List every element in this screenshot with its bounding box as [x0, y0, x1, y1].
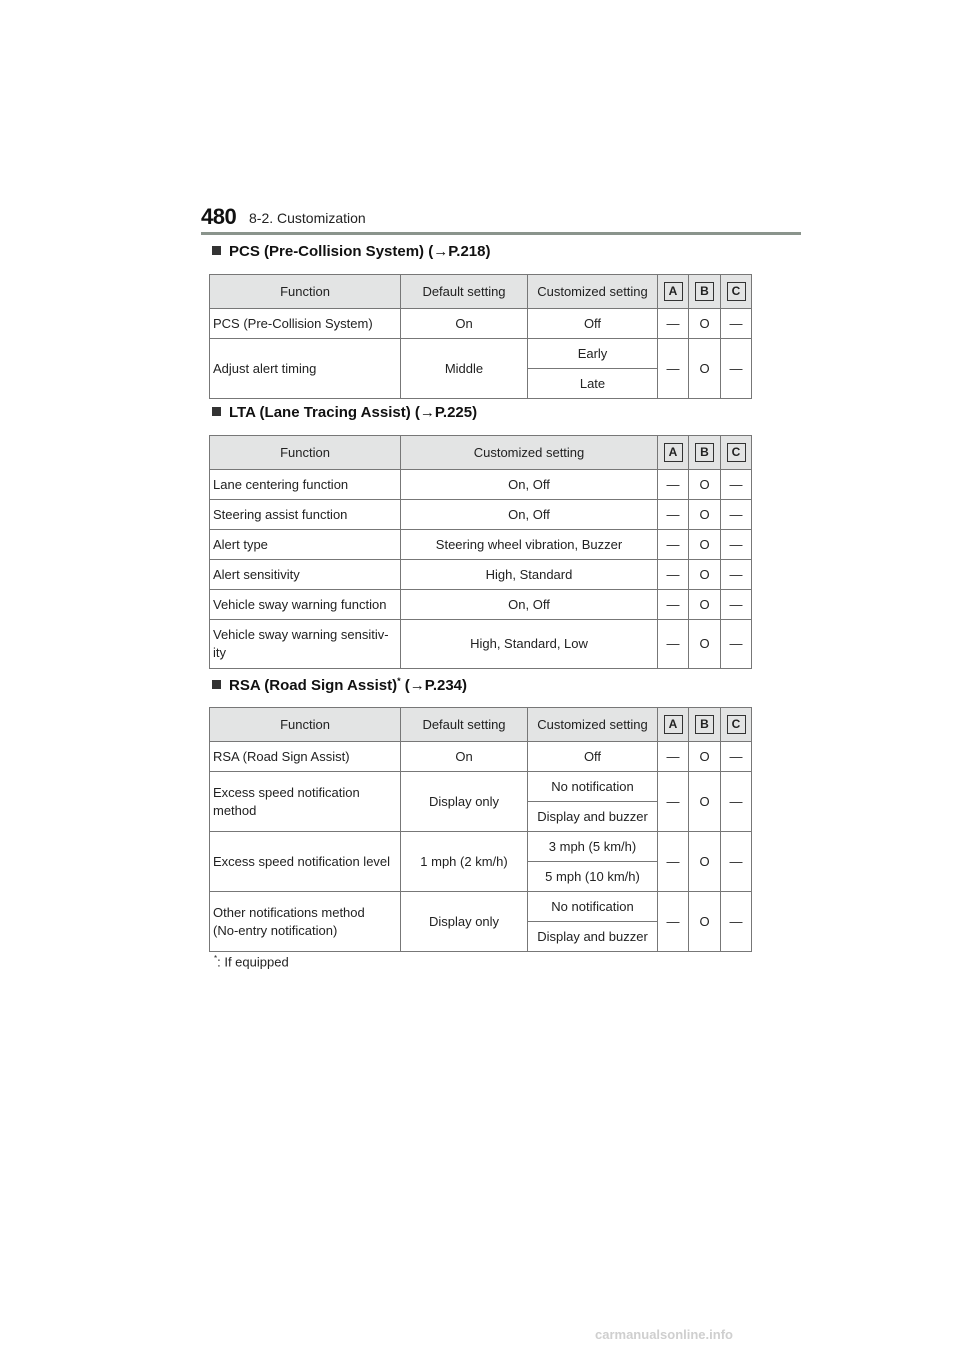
- lta-table: [209, 435, 752, 669]
- col-b-cell: O: [689, 470, 721, 500]
- header-function: Function: [210, 436, 401, 470]
- default-setting-cell: On: [401, 742, 528, 772]
- pcs-section-heading: [212, 243, 490, 260]
- default-setting-cell: Display only: [401, 892, 528, 952]
- footnote: [214, 954, 289, 969]
- custom-setting-cell: On, Off: [401, 590, 658, 620]
- header-default-setting: Default setting: [401, 708, 528, 742]
- col-a-cell: —: [658, 309, 689, 339]
- col-c-cell: —: [721, 470, 752, 500]
- col-b-cell: O: [689, 530, 721, 560]
- header-customized-setting: Customized setting: [528, 275, 658, 309]
- col-b-cell: O: [689, 620, 721, 669]
- section-title: 8-2. Customization: [249, 210, 366, 226]
- custom-setting-cell: Steering wheel vibration, Buzzer: [401, 530, 658, 560]
- rsa-title: RSA (Road Sign Assist): [229, 677, 398, 694]
- rsa-title-footnote-mark: *: [397, 676, 401, 686]
- col-a-cell: —: [658, 530, 689, 560]
- table-row: [210, 560, 752, 590]
- col-c-cell: —: [721, 832, 752, 892]
- col-b-cell: O: [689, 590, 721, 620]
- column-a-label: A: [664, 715, 683, 734]
- table-row: [210, 590, 752, 620]
- function-cell: Vehicle sway warning function: [210, 590, 401, 620]
- table-row: [210, 772, 752, 802]
- column-b-label: B: [695, 443, 714, 462]
- header-customized-setting: Customized setting: [528, 708, 658, 742]
- function-cell: Alert type: [210, 530, 401, 560]
- watermark: carmanualsonline.info: [595, 1327, 733, 1342]
- footnote-mark: *: [214, 954, 218, 963]
- table-row: [210, 470, 752, 500]
- table-row: [210, 832, 752, 862]
- function-cell: Excess speed notification level: [210, 832, 401, 892]
- default-setting-cell: On: [401, 309, 528, 339]
- col-c-cell: —: [721, 892, 752, 952]
- custom-setting-cell: No notification: [528, 772, 658, 802]
- col-b-cell: O: [689, 339, 721, 399]
- pcs-table: [209, 274, 752, 399]
- col-c-cell: —: [721, 530, 752, 560]
- col-b-cell: O: [689, 772, 721, 832]
- header-rule: [201, 232, 801, 235]
- custom-setting-cell: High, Standard, Low: [401, 620, 658, 669]
- square-bullet-icon: [212, 680, 221, 689]
- col-a-cell: —: [658, 742, 689, 772]
- col-b-cell: O: [689, 742, 721, 772]
- function-cell: Alert sensitivity: [210, 560, 401, 590]
- lta-title: LTA (Lane Tracing Assist) (→P.225): [229, 404, 478, 421]
- function-cell: Lane centering function: [210, 470, 401, 500]
- default-setting-cell: Display only: [401, 772, 528, 832]
- col-a-cell: —: [658, 590, 689, 620]
- pcs-title: PCS (Pre-Collision System) (→P.218): [229, 243, 491, 260]
- col-c-cell: —: [721, 590, 752, 620]
- default-setting-cell: 1 mph (2 km/h): [401, 832, 528, 892]
- col-a-cell: —: [658, 560, 689, 590]
- function-cell: Steering assist function: [210, 500, 401, 530]
- custom-setting-cell: Display and buzzer: [528, 802, 658, 832]
- header-default-setting: Default setting: [401, 275, 528, 309]
- custom-setting-cell: On, Off: [401, 500, 658, 530]
- function-cell: Adjust alert timing: [210, 339, 401, 399]
- function-cell: PCS (Pre-Collision System): [210, 309, 401, 339]
- function-cell: Other notifications method (No-entry notification): [210, 892, 401, 952]
- col-a-cell: —: [658, 832, 689, 892]
- custom-setting-cell: Off: [528, 742, 658, 772]
- column-b-label: B: [695, 282, 714, 301]
- function-cell: RSA (Road Sign Assist): [210, 742, 401, 772]
- function-cell: Vehicle sway warning sensitiv- ity: [210, 620, 401, 669]
- col-a-cell: —: [658, 772, 689, 832]
- col-b-cell: O: [689, 309, 721, 339]
- header-function: Function: [210, 275, 401, 309]
- square-bullet-icon: [212, 407, 221, 416]
- header-function: Function: [210, 708, 401, 742]
- page-number: 480: [201, 204, 237, 229]
- default-setting-cell: Middle: [401, 339, 528, 399]
- col-b-cell: O: [689, 500, 721, 530]
- custom-setting-cell: High, Standard: [401, 560, 658, 590]
- table-row: [210, 892, 752, 922]
- custom-setting-cell: Display and buzzer: [528, 922, 658, 952]
- col-c-cell: —: [721, 309, 752, 339]
- col-c-cell: —: [721, 339, 752, 399]
- col-c-cell: —: [721, 620, 752, 669]
- col-a-cell: —: [658, 470, 689, 500]
- table-row: [210, 620, 752, 669]
- table-row: [210, 530, 752, 560]
- rsa-section-heading: [212, 676, 467, 694]
- col-a-cell: —: [658, 620, 689, 669]
- table-row: [210, 500, 752, 530]
- column-c-label: C: [727, 443, 746, 462]
- col-c-cell: —: [721, 500, 752, 530]
- function-cell: Excess speed notification method: [210, 772, 401, 832]
- footnote-text: : If equipped: [217, 954, 289, 970]
- col-c-cell: —: [721, 742, 752, 772]
- rsa-title-reference: (→P.234): [400, 677, 468, 694]
- col-c-cell: —: [721, 772, 752, 832]
- col-a-cell: —: [658, 500, 689, 530]
- table-row: [210, 309, 752, 339]
- col-b-cell: O: [689, 832, 721, 892]
- square-bullet-icon: [212, 246, 221, 255]
- header-customized-setting: Customized setting: [401, 436, 658, 470]
- custom-setting-cell: No notification: [528, 892, 658, 922]
- column-a-label: A: [664, 443, 683, 462]
- lta-section-heading: [212, 404, 477, 421]
- rsa-table: [209, 707, 752, 952]
- col-c-cell: —: [721, 560, 752, 590]
- col-b-cell: O: [689, 560, 721, 590]
- column-a-label: A: [664, 282, 683, 301]
- col-a-cell: —: [658, 892, 689, 952]
- custom-setting-cell: Early: [528, 339, 658, 369]
- column-c-label: C: [727, 282, 746, 301]
- table-row: [210, 339, 752, 369]
- custom-setting-cell: Late: [528, 369, 658, 399]
- custom-setting-cell: 5 mph (10 km/h): [528, 862, 658, 892]
- custom-setting-cell: 3 mph (5 km/h): [528, 832, 658, 862]
- column-c-label: C: [727, 715, 746, 734]
- table-row: [210, 742, 752, 772]
- column-b-label: B: [695, 715, 714, 734]
- custom-setting-cell: Off: [528, 309, 658, 339]
- col-b-cell: O: [689, 892, 721, 952]
- custom-setting-cell: On, Off: [401, 470, 658, 500]
- col-a-cell: —: [658, 339, 689, 399]
